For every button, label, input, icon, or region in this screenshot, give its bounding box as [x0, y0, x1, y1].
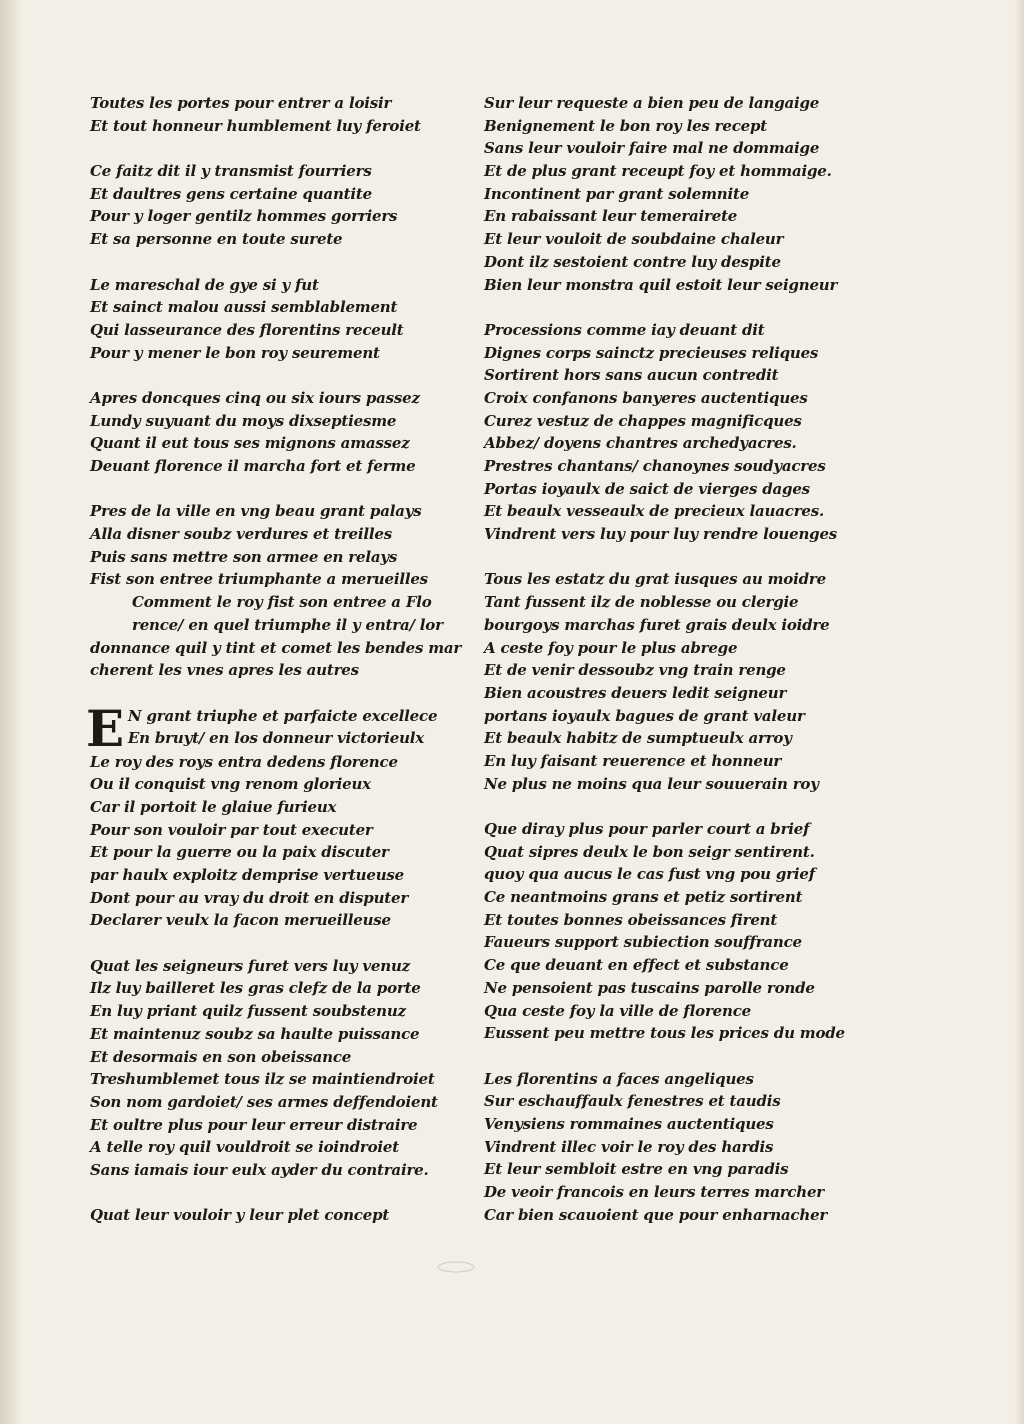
verse-line: Ce que deuant en effect et substance	[484, 956, 789, 975]
verse-line: Puis sans mettre son armee en relays	[90, 547, 398, 566]
verse-line: Bien leur monstra quil estoit leur seigneur	[484, 275, 838, 294]
verse-line: Et maintenuz soubz sa haulte puissance	[90, 1024, 420, 1043]
verse-line: Curez vestuz de chappes magnificques	[484, 411, 802, 430]
page-edge-shadow	[1014, 0, 1024, 1424]
verse-line: Ne pensoient pas tuscains parolle ronde	[484, 978, 815, 997]
verse-line: Tous les estatz du grat iusques au moidre	[484, 570, 826, 589]
verse-line: Toutes les portes pour entrer a loisir	[90, 94, 392, 112]
verse-line: En luy faisant reuerence et honneur	[484, 751, 782, 770]
verse-line: Dont ilz sestoient contre luy despite	[484, 252, 781, 271]
verse-line: Et beaulx habitz de sumptueulx arroy	[484, 729, 792, 748]
verse-line: Incontinent par grant solemnite	[484, 184, 750, 203]
verse-line: Pour y loger gentilz hommes gorriers	[90, 207, 398, 226]
verse-line: Lundy suyuant du moys dixseptiesme	[90, 411, 397, 430]
verse-line: quoy qua aucus le cas fust vng pou grief	[484, 865, 815, 884]
verse-line: Et daultres gens certaine quantite	[90, 184, 372, 203]
verse-line: Et leur vouloit de soubdaine chaleur	[484, 230, 784, 249]
verse-line: par haulx exploitz demprise vertueuse	[90, 866, 405, 884]
verse-line: En bruyt/ en los donneur victorieulx	[127, 729, 425, 748]
verse-line: Et tout honneur humblement luy feroiet	[90, 116, 421, 135]
stanza-with-initial	[86, 698, 470, 758]
verse-line: Et sainct malou aussi semblablement	[90, 298, 398, 317]
catchword-line: Quat leur vouloir y leur plet concept	[90, 1206, 390, 1225]
verse-line: Ou il conquist vng renom glorieux	[90, 775, 371, 794]
verse-line: Quat sipres deulx le bon seigr sentirent.	[484, 842, 815, 861]
verse-line: Vindrent vers luy pour luy rendre louenges	[484, 525, 838, 544]
verse-line: Le roy des roys entra dedens florence	[90, 752, 398, 771]
decorated-initial: E	[86, 698, 124, 758]
verse-line: Pour y mener le bon roy seurement	[90, 343, 380, 362]
verse-line: En luy priant quilz fussent soubstenuz	[90, 1002, 406, 1021]
verse-line: Benignement le bon roy les recept	[484, 116, 768, 135]
verse-line: Car il portoit le glaiue furieux	[90, 797, 337, 816]
verse-line: Faueurs support subiection souffrance	[484, 933, 802, 952]
verse-line: Sans iamais iour eulx ayder du contraire.	[90, 1160, 429, 1179]
verse-line: Son nom gardoiet/ ses armes deffendoient	[90, 1092, 438, 1111]
verse-line: Vindrent illec voir le roy des hardis	[484, 1137, 774, 1156]
verse-line: Tant fussent ilz de noblesse ou clergie	[484, 593, 799, 612]
rubric-line: Comment le roy fist son entree a Flo	[132, 593, 432, 612]
verse-line: Car bien scauoient que pour enharnacher	[484, 1205, 828, 1224]
verse-line: Le mareschal de gye si y fut	[90, 275, 319, 294]
verse-line: Portas ioyaulx de saict de vierges dages	[484, 479, 810, 498]
rubric-line: rence/ en quel triumphe il y entra/ lor	[132, 615, 443, 634]
verse-line: Quat les seigneurs furet vers luy venuz	[90, 956, 410, 975]
verse-line: Venysiens rommaines auctentiques	[484, 1114, 774, 1133]
verse-line: Dont pour au vray du droit en disputer	[90, 888, 409, 907]
verse-line: Sur eschauffaulx fenestres et taudis	[484, 1092, 781, 1111]
verse-line: Et oultre plus pour leur erreur distraire	[90, 1115, 418, 1134]
verse-line: Declarer veulx la facon merueilleuse	[90, 911, 391, 930]
verse-line: Croix confanons banyeres auctentiques	[484, 388, 808, 407]
verse-line: Deuant florence il marcha fort et ferme	[90, 457, 416, 475]
verse-line: Abbez/ doyens chantres archedyacres.	[484, 434, 797, 453]
verse-line: A ceste foy pour le plus abrege	[484, 638, 738, 657]
verse-line: Treshumblemet tous ilz se maintiendroiet	[90, 1070, 435, 1089]
verse-line: Ne plus ne moins qua leur souuerain roy	[484, 774, 819, 793]
verse-line: De veoir francois en leurs terres marcher	[484, 1183, 825, 1201]
verse-line: Pour son vouloir par tout executer	[90, 820, 373, 839]
verse-line: Sortirent hors sans aucun contredit	[484, 366, 779, 385]
verse-line: Et sa personne en toute surete	[90, 230, 343, 249]
page-gutter-shadow	[0, 0, 22, 1424]
verse-line: Pres de la ville en vng beau grant palays	[90, 502, 422, 521]
verse-line: Ce faitz dit il y transmist fourriers	[90, 162, 372, 181]
rubric-line: cherent les vnes apres les autres	[90, 661, 359, 680]
faint-stamp-mark	[436, 1260, 476, 1274]
verse-line: En rabaissant leur temerairete	[484, 207, 738, 226]
verse-line: Processions comme iay deuant dit	[484, 320, 765, 339]
left-text-column	[86, 92, 470, 1227]
verse-line: Quant il eut tous ses mignons amassez	[90, 434, 410, 453]
verse-line: Alla disner soubz verdures et treilles	[90, 525, 392, 544]
verse-line: Les florentins a faces angeliques	[484, 1069, 754, 1088]
verse-line: Que diray plus pour parler court a brief	[484, 820, 810, 838]
verse-line: Et de plus grant receupt foy et hommaige.	[484, 162, 832, 181]
verse-line: A telle roy quil vouldroit se ioindroiet	[90, 1138, 400, 1157]
verse-line: Sur leur requeste a bien peu de langaige	[484, 94, 820, 112]
verse-line: Fist son entree triumphante a merueilles	[90, 570, 428, 589]
verse-line: Et de venir dessoubz vng train renge	[484, 661, 786, 680]
verse-line: Et beaulx vesseaulx de precieux lauacres.	[484, 502, 825, 521]
verse-line: Et toutes bonnes obeissances firent	[484, 910, 778, 929]
verse-line: Ilz luy bailleret les gras clefz de la porte	[90, 979, 421, 998]
verse-line: Sans leur vouloir faire mal ne dommaige	[484, 139, 820, 158]
verse-line: Et desormais en son obeissance	[90, 1047, 352, 1066]
verse-line: portans ioyaulx bagues de grant valeur	[484, 706, 805, 725]
verse-line: Apres doncques cinq ou six iours passez	[90, 388, 420, 407]
verse-line: Dignes corps sainctz precieuses reliques	[484, 343, 819, 362]
chapter-rubric	[90, 591, 470, 682]
verse-line: Ce neantmoins grans et petiz sortirent	[484, 888, 803, 907]
verse-line: Qua ceste foy la ville de florence	[484, 1001, 751, 1020]
verse-line: Eussent peu mettre tous les prices du mode	[484, 1024, 845, 1043]
verse-line: Qui lasseurance des florentins receult	[90, 320, 404, 339]
rubric-line: donnance quil y tint et comet les bendes mar	[90, 638, 462, 657]
verse-line: Prestres chantans/ chanoynes soudyacres	[484, 457, 826, 475]
right-text-column	[484, 92, 856, 1226]
verse-line: N grant triuphe et parfaicte excellece	[127, 706, 438, 725]
verse-line: Et leur sembloit estre en vng paradis	[484, 1160, 789, 1179]
verse-line: bourgoys marchas furet grais deulx ioidre	[484, 615, 830, 634]
verse-line: Et pour la guerre ou la paix discuter	[90, 843, 389, 862]
verse-line: Bien acoustres deuers ledit seigneur	[484, 683, 787, 702]
